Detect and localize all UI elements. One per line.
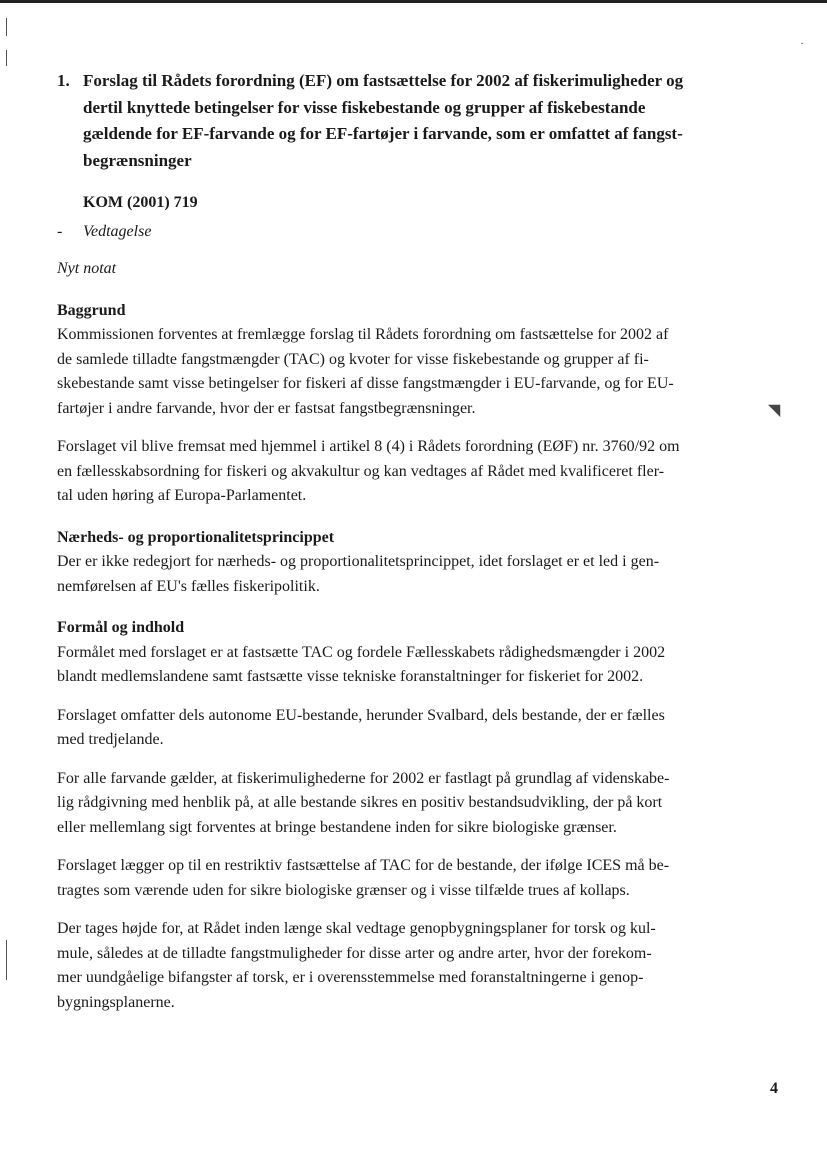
heading-line: gældende for EF-farvande og for EF-fartøjer i farvande, som er omfattet af fangst- [83, 124, 683, 143]
paragraph-line: en fællesskabsordning for fiskeri og akvakultur og kan vedtages af Rådet med kvalificeret fler- [57, 462, 665, 480]
action-text: Vedtagelse [83, 222, 152, 240]
paragraph [57, 550, 782, 599]
scan-speck: · [800, 36, 804, 50]
heading-line: Forslag til Rådets forordning (EF) om fastsættelse for 2002 af fiskerimuligheder og [83, 71, 684, 90]
paragraph [57, 767, 782, 841]
paragraph-line: Forslaget omfatter dels autonome EU-bestande, herunder Svalbard, dels bestande, der er fælles [57, 706, 665, 724]
scan-margin-mark [6, 50, 7, 66]
paragraph [57, 435, 782, 509]
agenda-item-heading [57, 68, 782, 174]
heading-line: begrænsninger [83, 150, 192, 170]
paragraph-line: tal uden høring af Europa-Parlamentet. [57, 487, 307, 504]
paragraph-line: mule, således at de tilladte fangstmuligheder for disse arter og andre arter, hvor der forekom- [57, 944, 652, 962]
paragraph-line: For alle farvande gælder, at fiskerimulighederne for 2002 er fastlagt på grundlag af videnskabe- [57, 769, 670, 787]
paragraph-line: lig rådgivning med henblik på, at alle bestande sikres en positiv bestandsudvikling, der på kort [57, 794, 663, 811]
paragraph-line: fartøjer i andre farvande, hvor der er fastsat fangstbegrænsninger. [57, 399, 476, 417]
section-title-baggrund: Baggrund [57, 301, 126, 319]
scan-margin-mark [6, 18, 7, 36]
paragraph [57, 854, 782, 903]
paragraph-line: Kommissionen forventes at fremlægge forslag til Rådets forordning om fastsættelse for 2002 af [57, 326, 669, 343]
paragraph-line: Der er ikke redegjort for nærheds- og proportionalitetsprincippet, idet forslaget er et led i gen- [57, 553, 660, 570]
paragraph-line: tragtes som værende uden for sikre biologiske grænser og i visse tilfælde trues af kollaps. [57, 881, 630, 899]
paragraph-line: blandt medlemslandene samt fastsætte visse tekniske foranstaltninger for fiskeriet for 2002. [57, 668, 644, 685]
paragraph [57, 641, 782, 690]
top-border-rule [0, 0, 827, 3]
action-dash: - [57, 222, 63, 240]
section-title-naerhed: Nærheds- og proportionalitetsprincippet [57, 528, 335, 546]
paragraph-line: Formålet med forslaget er at fastsætte TAC og fordele Fællesskabets rådighedsmængder i 2002 [57, 643, 666, 661]
note-label: Nyt notat [57, 260, 117, 277]
document-body [57, 68, 782, 1015]
paragraph-line: skebestande samt visse betingelser for fiskeri af disse fangstmængder i EU-farvande, og for EU- [57, 375, 674, 392]
paragraph-line: nemførelsen af EU's fælles fiskeripolitik. [57, 577, 320, 595]
paragraph [57, 704, 782, 753]
page-number: 4 [770, 1080, 778, 1097]
document-reference: KOM (2001) 719 [83, 194, 198, 211]
scan-speck: ◥ [768, 402, 781, 419]
scan-margin-mark [6, 940, 7, 980]
heading-line: dertil knyttede betingelser for visse fiskebestande og grupper af fiskebestande [83, 97, 646, 117]
section-title-formaal: Formål og indhold [57, 619, 185, 636]
action-line [57, 220, 782, 245]
paragraph-line: Forslaget lægger op til en restriktiv fastsættelse af TAC for de bestande, der ifølge ICES må be- [57, 857, 670, 874]
agenda-item-number: 1. [57, 71, 70, 90]
paragraph-line: de samlede tilladte fangstmængder (TAC) og kvoter for visse fiskebestande og grupper af fi- [57, 350, 649, 368]
paragraph-line: med tredjelande. [57, 731, 164, 748]
paragraph-line: mer uundgåelige bifangster af torsk, er i overensstemmelse med foranstaltningerne i genop- [57, 969, 644, 986]
paragraph [57, 323, 782, 421]
paragraph-line: bygningsplanerne. [57, 993, 175, 1011]
paragraph-line: Der tages højde for, at Rådet inden længe skal vedtage genopbygningsplaner for torsk og kul- [57, 920, 656, 937]
paragraph-line: Forslaget vil blive fremsat med hjemmel i artikel 8 (4) i Rådets forordning (EØF) nr. 3760/92 om [57, 438, 680, 455]
paragraph-line: eller mellemlang sigt forventes at bringe bestandene inden for sikre biologiske grænser. [57, 818, 617, 836]
paragraph [57, 917, 782, 1015]
